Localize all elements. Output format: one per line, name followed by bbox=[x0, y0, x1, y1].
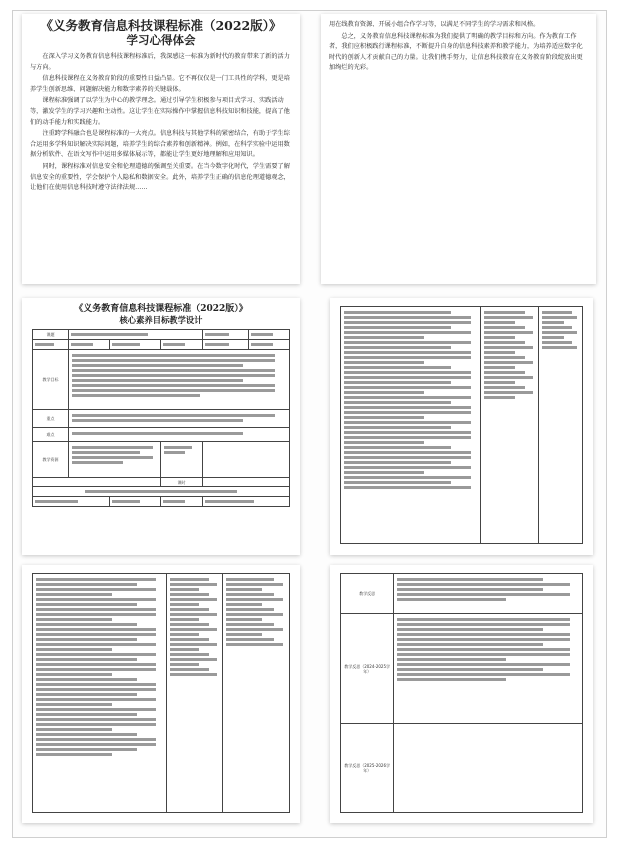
page-subtitle: 核心素养目标教学设计 bbox=[119, 315, 203, 325]
table-row bbox=[33, 497, 290, 507]
table-row bbox=[33, 478, 290, 487]
document-page-2 bbox=[321, 14, 596, 284]
paragraph: 课程标准强调了以学生为中心的教学理念。通过引导学生积极参与项目式学习、实践活动等，激发学生的学习兴趣和主动性。这让学生在实际操作中掌握信息科技知识和技能，提高了他们的动手能力和实践能力。 bbox=[30, 97, 290, 126]
table-row bbox=[33, 442, 290, 478]
table-cell-label: 教学目标 bbox=[33, 350, 69, 410]
teaching-process-table bbox=[340, 306, 583, 544]
lesson-design-table bbox=[32, 329, 290, 507]
table-row bbox=[341, 574, 583, 614]
document-page-5 bbox=[22, 565, 300, 823]
table-row bbox=[33, 410, 290, 428]
table-row bbox=[341, 307, 583, 544]
paragraph: 总之，义务教育信息科技课程标准为我们提供了明确的教学目标和方向。作为教育工作者，我们应积极践行课程标准，不断提升自身的信息科技素养和教学能力，为培养适应数字化时代的创新人才贡献自己的力量。让我们携手努力，让信息科技教育在义务教育阶段绽放出更加绚烂的光彩。 bbox=[329, 32, 583, 72]
reflection-table bbox=[340, 573, 583, 813]
table-cell-label: 教学反思（2025-2026学年） bbox=[341, 724, 394, 813]
paragraph: 注重跨学科融合也是课程标准的一大亮点。信息科技与其他学科的紧密结合，有助于学生综合运用多学科知识解决实际问题，培养学生的综合素养和创新精神。例如，在科学实验中运用数据分析软件、在语文写作中运用多媒体展示等，都能让学生更好地理解和应用知识。 bbox=[30, 130, 290, 159]
table-cell-label: 教学反思（2024-2025学年） bbox=[341, 614, 394, 724]
table-row bbox=[33, 330, 290, 340]
table-cell-label: 教学资源 bbox=[33, 442, 69, 478]
paragraph: 在深入学习义务教育信息科技课程标准后，我深感这一标准为新时代的教育带来了新的活力与方向。 bbox=[30, 53, 290, 71]
table-row bbox=[341, 614, 583, 724]
table-row bbox=[341, 724, 583, 813]
teaching-process-table bbox=[32, 573, 290, 813]
table-cell-label: 重点 bbox=[33, 410, 69, 428]
document-page-6 bbox=[330, 565, 593, 823]
table-cell-label: 课时 bbox=[161, 478, 202, 487]
document-page-3 bbox=[22, 298, 300, 555]
document-page-4 bbox=[330, 298, 593, 555]
page-subtitle: 学习心得体会 bbox=[126, 33, 196, 47]
table-row bbox=[33, 340, 290, 350]
paragraph: 同时，课程标准对信息安全和伦理道德的强调至关重要。在当今数字化时代，学生需要了解信息安全的重要性，学会保护个人隐私和数据安全。此外，培养学生正确的信息伦理道德观念，让他们在使用信息科技时遵守法律法规…… bbox=[30, 162, 290, 192]
table-row bbox=[33, 574, 290, 813]
table-cell-label: 难点 bbox=[33, 428, 69, 442]
table-row bbox=[33, 487, 290, 497]
page-title: 《义务教育信息科技课程标准（2022版）》 bbox=[40, 18, 282, 33]
table-cell-label: 教学反思 bbox=[341, 574, 394, 614]
paragraph: 用在线教育资源、开展小组合作学习等，以满足不同学生的学习需求和风格。 bbox=[329, 21, 540, 28]
document-page-1 bbox=[22, 14, 300, 284]
paragraph: 信息科技课程在义务教育阶段的重要性日益凸显。它不再仅仅是一门工具性的学科，更是培养学生创新思维、问题解决能力和数字素养的关键载体。 bbox=[30, 75, 290, 93]
table-cell-label: 课题 bbox=[33, 330, 69, 340]
table-row bbox=[33, 350, 290, 410]
table-row bbox=[33, 428, 290, 442]
page-title: 《义务教育信息科技课程标准（2022版）》 bbox=[74, 304, 248, 314]
